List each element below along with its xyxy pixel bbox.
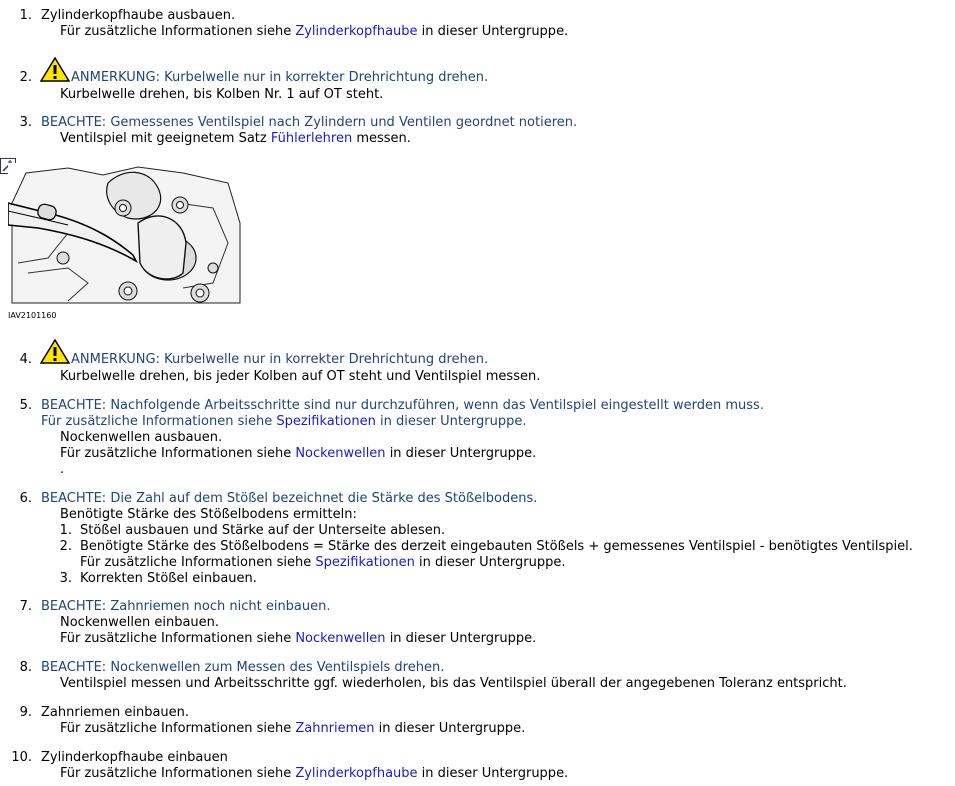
step-5-note: BEACHTE: Nachfolgende Arbeitsschritte sind nur durchzuführen, wenn das Ventilspiel eingestellt werden muss.: [41, 398, 764, 413]
step-1-text: Zylinderkopfhaube ausbauen.: [41, 8, 236, 23]
step-9-number: 9.: [19, 705, 32, 720]
step-6-text: Benötigte Stärke des Stößelbodens ermitteln:: [60, 507, 357, 522]
step-7-note: BEACHTE: Zahnriemen noch nicht einbauen.: [41, 599, 331, 614]
step-5-number: 5.: [19, 398, 32, 413]
warning-icon: [40, 57, 70, 82]
step-2-text: Kurbelwelle drehen, bis Kolben Nr. 1 auf OT steht.: [60, 87, 384, 102]
step-5-text: Nockenwellen ausbauen.: [60, 430, 223, 445]
figure-label: IAV2101160: [8, 311, 57, 320]
step-4-note: ANMERKUNG: Kurbelwelle nur in korrekter Drehrichtung drehen.: [71, 352, 489, 367]
link-zylinderkopfhaube[interactable]: Zylinderkopfhaube: [295, 24, 418, 39]
step-1-number: 1.: [19, 8, 32, 23]
step-5-info: Für zusätzliche Informationen siehe Nockenwellen in dieser Untergruppe.: [60, 446, 537, 461]
step-5-dot: .: [60, 462, 65, 477]
step-7-text: Nockenwellen einbauen.: [60, 615, 220, 630]
step-2-note: ANMERKUNG: Kurbelwelle nur in korrekter Drehrichtung drehen.: [71, 70, 489, 85]
link-spezifikationen[interactable]: Spezifikationen: [276, 414, 376, 429]
step-4-text: Kurbelwelle drehen, bis jeder Kolben auf OT steht und Ventilspiel messen.: [60, 369, 541, 384]
substep-2-text: Benötigte Stärke des Stößelbodens = Stärke des derzeit eingebauten Stößels + gemessenes Ventilspiel - benötigtes Ventilspiel.: [80, 539, 913, 554]
substep-3-number: 3.: [59, 571, 72, 586]
step-7-number: 7.: [19, 599, 32, 614]
link-spezifikationen[interactable]: Spezifikationen: [315, 555, 415, 570]
step-3-text: Ventilspiel mit geeignetem Satz Fühlerlehren messen.: [60, 131, 411, 146]
step-6-note: BEACHTE: Die Zahl auf dem Stößel bezeichnet die Stärke des Stößelbodens.: [41, 491, 538, 506]
step-9-info: Für zusätzliche Informationen siehe Zahnriemen in dieser Untergruppe.: [60, 721, 526, 736]
step-8-note: BEACHTE: Nockenwellen zum Messen des Ventilspiels drehen.: [41, 660, 445, 675]
step-8-text: Ventilspiel messen und Arbeitsschritte ggf. wiederholen, bis das Ventilspiel überall der angegebenen Toleranz entspricht.: [60, 676, 847, 691]
step-4-number: 4.: [19, 352, 32, 367]
substep-3-text: Korrekten Stößel einbauen.: [80, 571, 257, 586]
link-zahnriemen[interactable]: Zahnriemen: [295, 721, 375, 736]
step-3-note: BEACHTE: Gemessenes Ventilspiel nach Zylindern und Ventilen geordnet notieren.: [41, 115, 578, 130]
link-nockenwellen[interactable]: Nockenwellen: [295, 631, 386, 646]
step-2-number: 2.: [19, 70, 32, 85]
step-10-text: Zylinderkopfhaube einbauen: [41, 750, 228, 765]
step-1-info: Für zusätzliche Informationen siehe Zylinderkopfhaube in dieser Untergruppe.: [60, 24, 569, 39]
step-10-info: Für zusätzliche Informationen siehe Zylinderkopfhaube in dieser Untergruppe.: [60, 766, 569, 781]
link-nockenwellen[interactable]: Nockenwellen: [295, 446, 386, 461]
valve-clearance-figure: [8, 163, 242, 313]
step-9-text: Zahnriemen einbauen.: [41, 705, 190, 720]
substep-2-number: 2.: [59, 539, 72, 554]
step-10-number: 10.: [11, 750, 32, 765]
substep-1-number: 1.: [59, 523, 72, 538]
warning-icon: [40, 339, 70, 364]
step-8-number: 8.: [19, 660, 32, 675]
step-3-number: 3.: [19, 115, 32, 130]
step-5-note-info: Für zusätzliche Informationen siehe Spezifikationen in dieser Untergruppe.: [41, 414, 527, 429]
substep-1-text: Stößel ausbauen und Stärke auf der Unterseite ablesen.: [80, 523, 446, 538]
link-zylinderkopfhaube[interactable]: Zylinderkopfhaube: [295, 766, 418, 781]
link-fuehlerlehren[interactable]: Fühlerlehren: [270, 131, 353, 146]
step-6-number: 6.: [19, 491, 32, 506]
substep-2-info: Für zusätzliche Informationen siehe Spezifikationen in dieser Untergruppe.: [80, 555, 566, 570]
step-7-info: Für zusätzliche Informationen siehe Nockenwellen in dieser Untergruppe.: [60, 631, 537, 646]
